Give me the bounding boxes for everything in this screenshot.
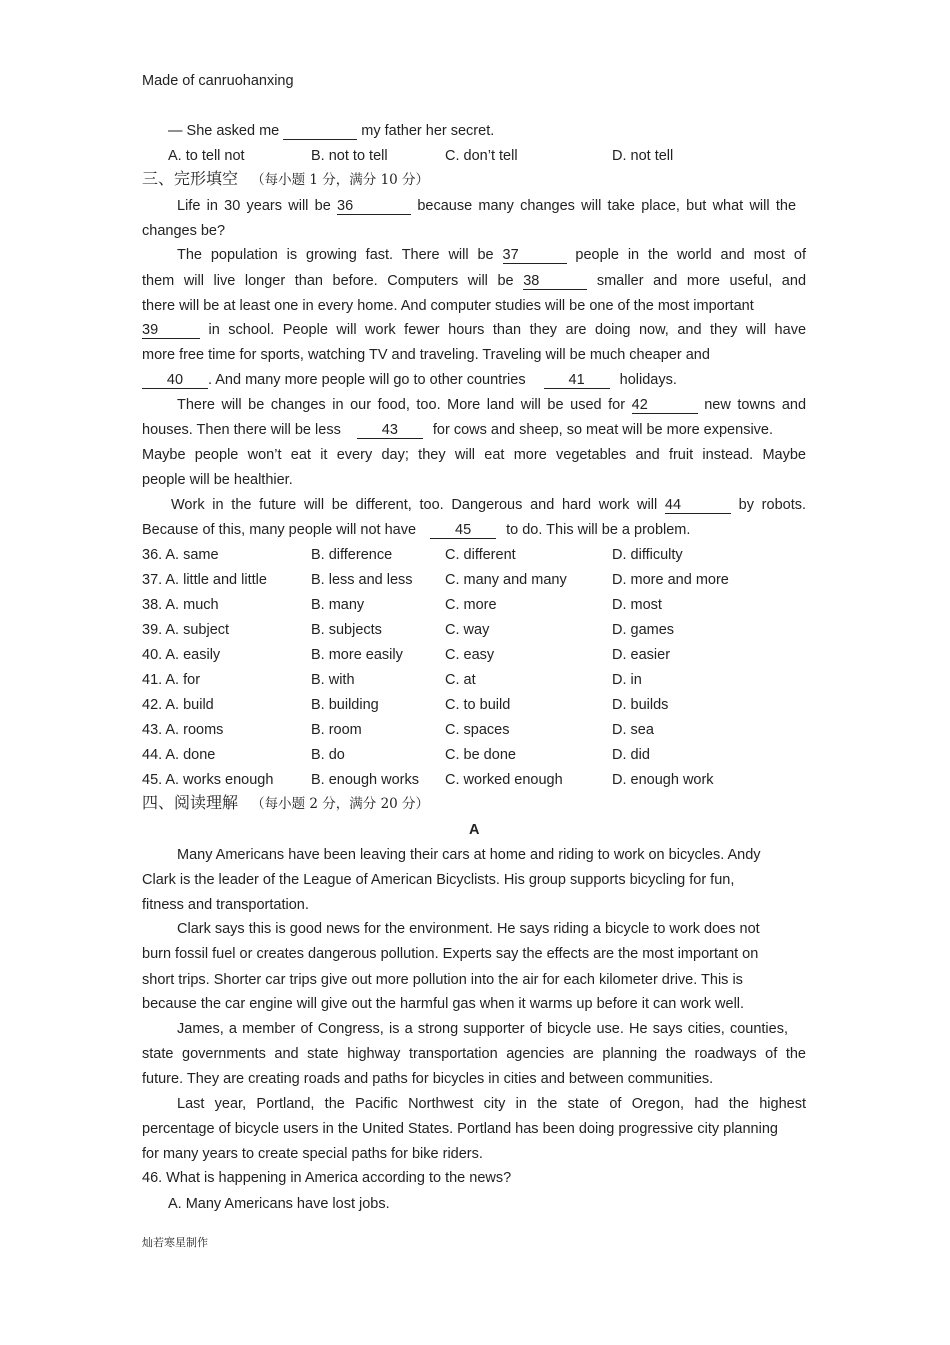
- prev-option-b: B. not to tell: [311, 148, 388, 164]
- text: new towns and: [704, 397, 807, 413]
- cloze-p3-line2: [142, 421, 773, 439]
- passage-line: James, a member of Congress, is a strong supporter of bicycle use. He says cities, counties,: [177, 1021, 788, 1037]
- prev-option-a: A. to tell not: [168, 148, 245, 164]
- option-a: 41. A. for: [142, 672, 201, 688]
- prev-option-c: C. don’t tell: [445, 148, 518, 164]
- blank-39: 39: [142, 322, 200, 339]
- option-a: 45. A. works enough: [142, 772, 274, 788]
- blank-37: 37: [503, 247, 567, 264]
- option-c: C. many and many: [445, 572, 567, 588]
- option-d: D. in: [612, 672, 642, 688]
- cloze-p4-line2: [142, 521, 690, 539]
- option-b: B. with: [311, 672, 355, 688]
- option-b: B. building: [311, 697, 379, 713]
- cloze-p4-line1: [171, 496, 806, 514]
- option-b: B. many: [311, 597, 365, 613]
- option-b: B. subjects: [311, 622, 382, 638]
- cloze-p2-line2: [142, 272, 806, 290]
- blank-38: 38: [523, 273, 587, 290]
- section4-title: [142, 794, 429, 813]
- text: houses. Then there will be less: [142, 422, 341, 438]
- blank-42: 42: [632, 397, 698, 414]
- option-d: D. more and more: [612, 572, 729, 588]
- option-c: C. to build: [445, 697, 511, 713]
- section3-note: （每小题 1 分，满分 10 分）: [251, 172, 430, 188]
- blank-36: 36: [337, 198, 411, 215]
- cloze-p2-line3: there will be at least one in every home. And computer studies will be one of the most important: [142, 298, 754, 314]
- text: The population is growing fast. There will be: [177, 247, 494, 263]
- text: Because of this, many people will not have: [142, 522, 417, 538]
- text: people in the world and most of: [575, 247, 807, 263]
- prev-question-stem: [168, 122, 494, 140]
- cloze-p3-line4: people will be healthier.: [142, 472, 293, 488]
- passage-line: because the car engine will give out the harmful gas when it warms up before it can work well.: [142, 996, 745, 1012]
- passage-line: short trips. Shorter car trips give out more pollution into the air for each kilometer drive. This is: [142, 972, 743, 988]
- option-b: B. do: [311, 747, 345, 763]
- blank-40: 40: [142, 372, 208, 389]
- option-a: 43. A. rooms: [142, 722, 224, 738]
- text: them will live longer than before. Computers will be: [142, 273, 514, 289]
- option-a: 36. A. same: [142, 547, 219, 563]
- section3-title: [142, 170, 429, 189]
- cloze-p1-line1: [177, 197, 796, 215]
- text: There will be changes in our food, too. More land will be used for: [177, 397, 626, 413]
- option-c: C. be done: [445, 747, 516, 763]
- option-d: D. games: [612, 622, 675, 638]
- option-c: C. at: [445, 672, 476, 688]
- passage-line: Clark is the leader of the League of American Bicyclists. His group supports bicycling for fun,: [142, 872, 735, 888]
- option-c: C. worked enough: [445, 772, 563, 788]
- option-b: B. less and less: [311, 572, 413, 588]
- option-b: B. room: [311, 722, 362, 738]
- option-d: D. most: [612, 597, 662, 613]
- option-d: D. enough work: [612, 772, 714, 788]
- option-a: 37. A. little and little: [142, 572, 267, 588]
- option-a: 40. A. easily: [142, 647, 221, 663]
- passage-line: percentage of bicycle users in the United States. Portland has been doing progressive city planning: [142, 1121, 778, 1137]
- option-c: C. way: [445, 622, 490, 638]
- option-d: D. easier: [612, 647, 671, 663]
- passage-line: Clark says this is good news for the environment. He says riding a bicycle to work does not: [177, 921, 760, 937]
- option-c: C. more: [445, 597, 497, 613]
- text: for cows and sheep, so meat will be more expensive.: [432, 422, 774, 438]
- option-a: 42. A. build: [142, 697, 214, 713]
- text: Life in 30 years will be: [177, 198, 331, 214]
- cloze-p1-line2: changes be?: [142, 223, 226, 239]
- passage-label: A: [469, 822, 480, 838]
- text: Work in the future will be different, too. Dangerous and hard work will: [171, 497, 658, 513]
- answer-blank: [283, 123, 357, 140]
- text: . And many more people will go to other countries: [208, 372, 526, 388]
- cloze-p2-line5: more free time for sports, watching TV and traveling. Traveling will be much cheaper and: [142, 347, 710, 363]
- passage-line: future. They are creating roads and paths for bicycles in cities and between communities.: [142, 1071, 714, 1087]
- section3-title-text: 三、完形填空: [142, 169, 239, 188]
- cloze-p2-line1: [177, 246, 806, 264]
- option-d: D. sea: [612, 722, 654, 738]
- text: in school. People will work fewer hours than they are doing now, and they will have: [208, 322, 807, 338]
- prev-stem-before: — She asked me: [168, 123, 280, 139]
- option-b: B. difference: [311, 547, 393, 563]
- option-b: B. enough works: [311, 772, 420, 788]
- passage-line: fitness and transportation.: [142, 897, 309, 913]
- cloze-p2-line6: [142, 371, 677, 389]
- cloze-p2-line4: [142, 321, 806, 339]
- page-footer: 灿若寒星制作: [142, 1236, 208, 1249]
- option-d: D. did: [612, 747, 650, 763]
- blank-43: 43: [357, 422, 423, 439]
- text: smaller and more useful, and: [596, 273, 807, 289]
- passage-line: for many years to create special paths for bike riders.: [142, 1146, 483, 1162]
- text: by robots.: [738, 497, 806, 513]
- prev-stem-after: my father her secret.: [361, 123, 495, 139]
- passage-line: burn fossil fuel or creates dangerous pollution. Experts say the effects are the most important on: [142, 946, 759, 962]
- cloze-p3-line3: Maybe people won’t eat it every day; they will eat more vegetables and fruit instead. Maybe: [142, 447, 806, 463]
- text: holidays.: [619, 372, 677, 388]
- cloze-p3-line1: [177, 396, 806, 414]
- blank-41: 41: [544, 372, 610, 389]
- prev-option-d: D. not tell: [612, 148, 674, 164]
- option-a: 39. A. subject: [142, 622, 230, 638]
- blank-44: 44: [665, 497, 731, 514]
- page-header: Made of canruohanxing: [142, 73, 294, 89]
- text: to do. This will be a problem.: [506, 522, 691, 538]
- passage-line: Last year, Portland, the Pacific Northwest city in the state of Oregon, had the highest: [177, 1096, 806, 1112]
- section4-title-text: 四、阅读理解: [142, 793, 239, 812]
- question-46-option-a: A. Many Americans have lost jobs.: [168, 1196, 390, 1212]
- option-c: C. easy: [445, 647, 495, 663]
- option-c: C. spaces: [445, 722, 510, 738]
- option-d: D. difficulty: [612, 547, 683, 563]
- option-b: B. more easily: [311, 647, 403, 663]
- option-d: D. builds: [612, 697, 669, 713]
- question-46: 46. What is happening in America according to the news?: [142, 1170, 512, 1186]
- section4-note: （每小题 2 分，满分 20 分）: [251, 796, 430, 812]
- passage-line: Many Americans have been leaving their cars at home and riding to work on bicycles. Andy: [177, 847, 761, 863]
- blank-45: 45: [430, 522, 496, 539]
- option-a: 38. A. much: [142, 597, 219, 613]
- option-a: 44. A. done: [142, 747, 216, 763]
- option-c: C. different: [445, 547, 516, 563]
- text: because many changes will take place, but what will the: [417, 198, 797, 214]
- passage-line: state governments and state highway transportation agencies are planning the roadways of the: [142, 1046, 806, 1062]
